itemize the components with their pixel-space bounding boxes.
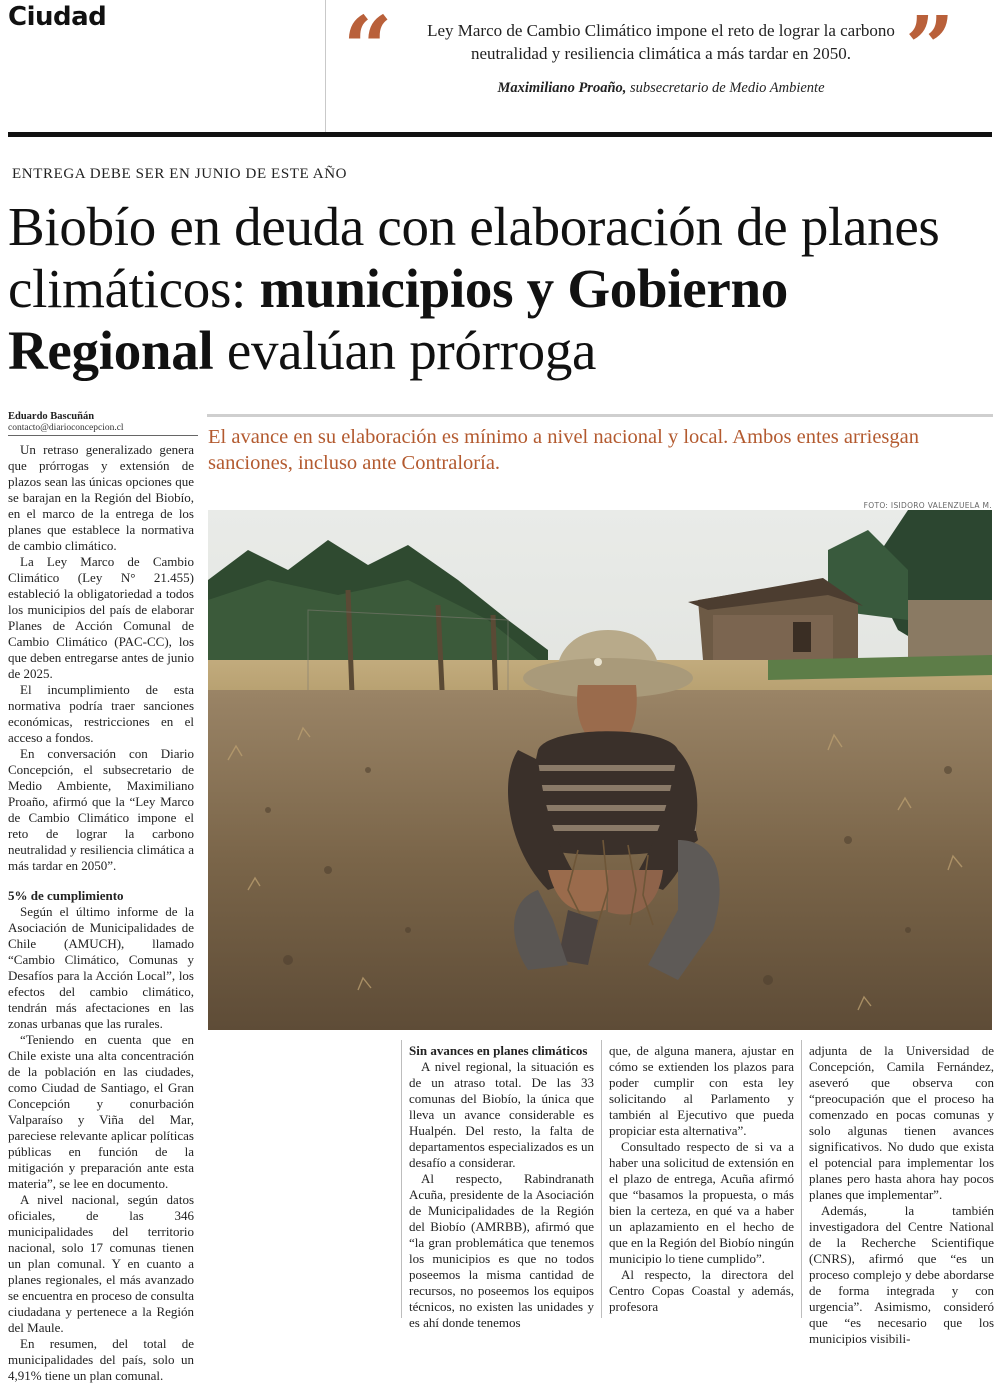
paragraph: Al respecto, Rabindranath Acuña, presidente de la Asociación de Municipalidades de la Región del Biobío (AMRBB), afirmó que “la gran problemática que tenemos los municipios es que no todos poseemos la misma cantidad de recursos, no poseemos los equipos técnicos, no existen las unidades y es ahí donde tenemos xyxy=(409,1171,594,1330)
close-quote-icon: ” xyxy=(905,0,955,99)
paragraph: adjunta de la Universidad de Concepción, Camila Fernández, aseveró que observa con “preocupación que el proceso ha comenzado en pocas comunas y solo algunas tienen avances significativos. No dudo que exista el potencial para implementar los planes pero hasta ahora hay pocos planes que implementar”. xyxy=(809,1043,994,1202)
headline-part1: Biobío en deuda con elaboración de planes climáticos: xyxy=(8,196,940,319)
paragraph: Según el último informe de la Asociación de Municipalidades de Chile (AMUCH), llamado “Cambio Climático, Comunas y Desafíos para la Acción Local”, los efectos del cambio climático, tendrán más afectaciones en las zonas urbanas que las rurales. xyxy=(8,904,194,1031)
paragraph: “Teniendo en cuenta que en Chile existe una alta concentración de la población en las ciudades, como Ciudad de Santiago, el Gran Concepción y conurbación Valparaíso y Viña del Mar, pareciese relevante aplicar políticas públicas en función de la mitigación y preparación ante esta materia”, se lee en documento. xyxy=(8,1032,194,1191)
paragraph: Un retraso generalizado genera que prórrogas y extensión de plazos sean las únicas opciones que se barajan en la Región del Biobío, en el marco de la entrega de los planes que establece la normativa de cambio climático. xyxy=(8,442,194,553)
article-subhead: El avance en su elaboración es mínimo a nivel nacional y local. Ambos entes arriesgan sanciones, incluso ante Contraloría. xyxy=(208,426,919,474)
article-headline xyxy=(8,196,998,382)
header-divider xyxy=(325,0,326,132)
article-column-1 xyxy=(8,442,194,1384)
byline-email[interactable]: contacto@diarioconcepcion.cl xyxy=(8,423,124,433)
section-label: Ciudad xyxy=(8,2,107,32)
paragraph: Al respecto, la directora del Centro Copas Coastal y además, profesora xyxy=(609,1267,794,1314)
byline-rule xyxy=(8,435,198,436)
article-column-2 xyxy=(409,1043,594,1331)
pull-quote-author xyxy=(405,80,917,97)
quote-author-role: subsecretario de Medio Ambiente xyxy=(626,80,825,96)
column-divider xyxy=(801,1040,802,1318)
pull-quote-text: Ley Marco de Cambio Climático impone el reto de lograr la carbono neutralidad y resiliencia climática a más tardar en 2050. xyxy=(427,21,895,63)
section-subheading: 5% de cumplimiento xyxy=(8,888,124,903)
paragraph: que, de alguna manera, ajustar en cómo se extienden los plazos para poder cumplir con esta ley solicitando al Parlamento y también al Ejecutivo que pueda propiciar esta alternativa”. xyxy=(609,1043,794,1138)
paragraph: La Ley Marco de Cambio Climático (Ley N° 21.455) estableció la obligatoriedad a todos los municipios del país de elaborar Planes de Acción Comunal de Cambio Climático (PAC-CC), los que deben entregarse antes de junio de 2025. xyxy=(8,554,194,681)
article-column-4 xyxy=(809,1043,994,1347)
open-quote-icon: “ xyxy=(343,0,393,99)
article-column-3 xyxy=(609,1043,794,1315)
column-divider xyxy=(401,1040,402,1318)
column-divider xyxy=(601,1040,602,1318)
paragraph: En conversación con Diario Concepción, el subsecretario de Medio Ambiente, Maximiliano Proaño, afirmó que la “Ley Marco de Cambio Climático impone el reto de lograr la carbono neutralidad y resiliencia climática a más tardar en 2050”. xyxy=(8,746,194,873)
paragraph: Consultado respecto de si va a haber una solicitud de extensión en el plazo de entrega, Acuña afirmó que “basamos la propuesta, o más bien la certeza, en qué va a haber un aplazamiento en el hecho de que en la Región del Biobío ningún municipio lo tiene cumplido”. xyxy=(609,1139,794,1266)
subhead-rule xyxy=(207,414,993,417)
quote-author-name: Maximiliano Proaño, xyxy=(497,80,627,96)
photo-credit: FOTO: ISIDORO VALENZUELA M. xyxy=(863,501,992,510)
header-rule xyxy=(8,132,992,137)
paragraph: En resumen, del total de municipalidades del país, solo un 4,91% tiene un plan comunal. xyxy=(8,1336,194,1383)
article-kicker: ENTREGA DEBE SER EN JUNIO DE ESTE AÑO xyxy=(12,166,348,182)
headline-bold: municipios y Gobierno Regional xyxy=(8,258,788,381)
paragraph: Además, la también investigadora del Centre National de la Recherche Scientifique (CNRS), afirmó que “es un proceso complejo y debe abordarse de forma integrada y con urgencia”. Asimismo, consideró que “es necesario que los municipios visibili- xyxy=(809,1203,994,1346)
paragraph: A nivel nacional, según datos oficiales, de las 346 municipalidades del territorio nacional, solo 17 comunas tienen un plan comunal. Y en cuanto a planes regionales, el más avanzado se encuentra en proceso de consulta ciudadana y pertenece a la Región del Maule. xyxy=(8,1192,194,1335)
section-subheading: Sin avances en planes climáticos xyxy=(409,1043,588,1058)
byline-author: Eduardo Bascuñán xyxy=(8,411,95,422)
paragraph: El incumplimiento de esta normativa podría traer sanciones económicas, restricciones en el acceso a fondos. xyxy=(8,682,194,745)
paragraph: A nivel regional, la situación es de un atraso total. De las 33 comunas del Biobío, la única que lleva un avance considerable es Hualpén. Del resto, la falta de departamentos especializados es un desafío a considerar. xyxy=(409,1059,594,1170)
headline-part2: evalúan prórroga xyxy=(213,320,597,381)
article-photo xyxy=(208,510,992,1030)
